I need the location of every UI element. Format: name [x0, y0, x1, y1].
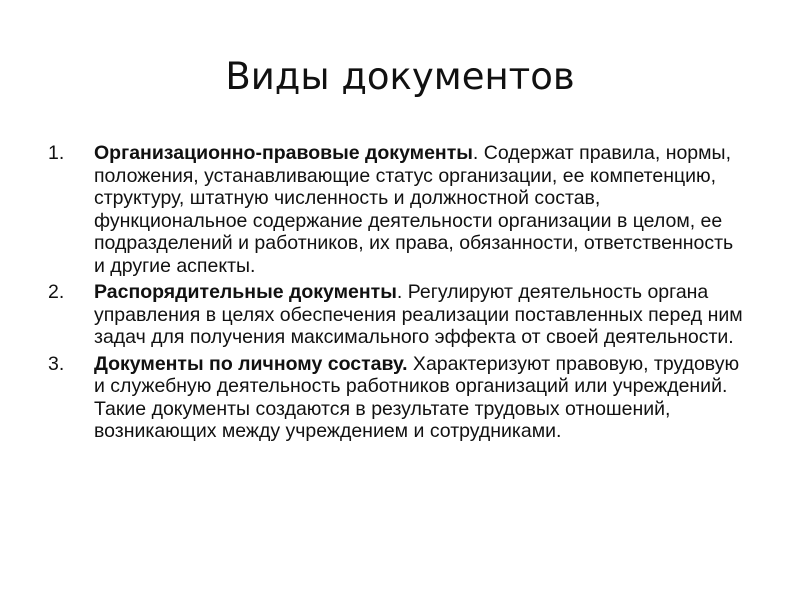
slide-title: Виды документов: [225, 55, 575, 98]
list-item-term: Документы по личному составу.: [94, 352, 408, 375]
list-item-term: Распорядительные документы: [94, 281, 397, 303]
list-item-description: Характеризуют правовую, трудовую и служебную деятельность работников организаций или учреждений. Такие документы создаются в результате трудовых отношений, возникающих между учреждением и сотрудниками.: [94, 352, 740, 442]
list-item-term: Организационно-правовые документы: [94, 142, 473, 164]
list-item-organizational-legal: [48, 142, 748, 277]
document-types-list: [48, 142, 748, 447]
list-item-administrative: [48, 281, 748, 349]
list-item-number: 3.: [48, 352, 65, 375]
list-item-number: 2.: [48, 281, 65, 303]
list-item-description: . Регулируют деятельность органа управления в целях обеспечения реализации поставленных перед ним задач для получения максимального эффекта от своей деятельности.: [94, 281, 743, 348]
list-item-personnel: [48, 353, 748, 443]
list-item-number: 1.: [48, 142, 65, 164]
list-item-description: . Содержат правила, нормы, положения, устанавливающие статус организации, ее компетенцию, структуру, штатную численность и должностной состав, функциональное содержание деятельности организации в целом, ее подразделений и работников, их права, обязанности, ответственность и другие аспекты.: [94, 142, 734, 277]
